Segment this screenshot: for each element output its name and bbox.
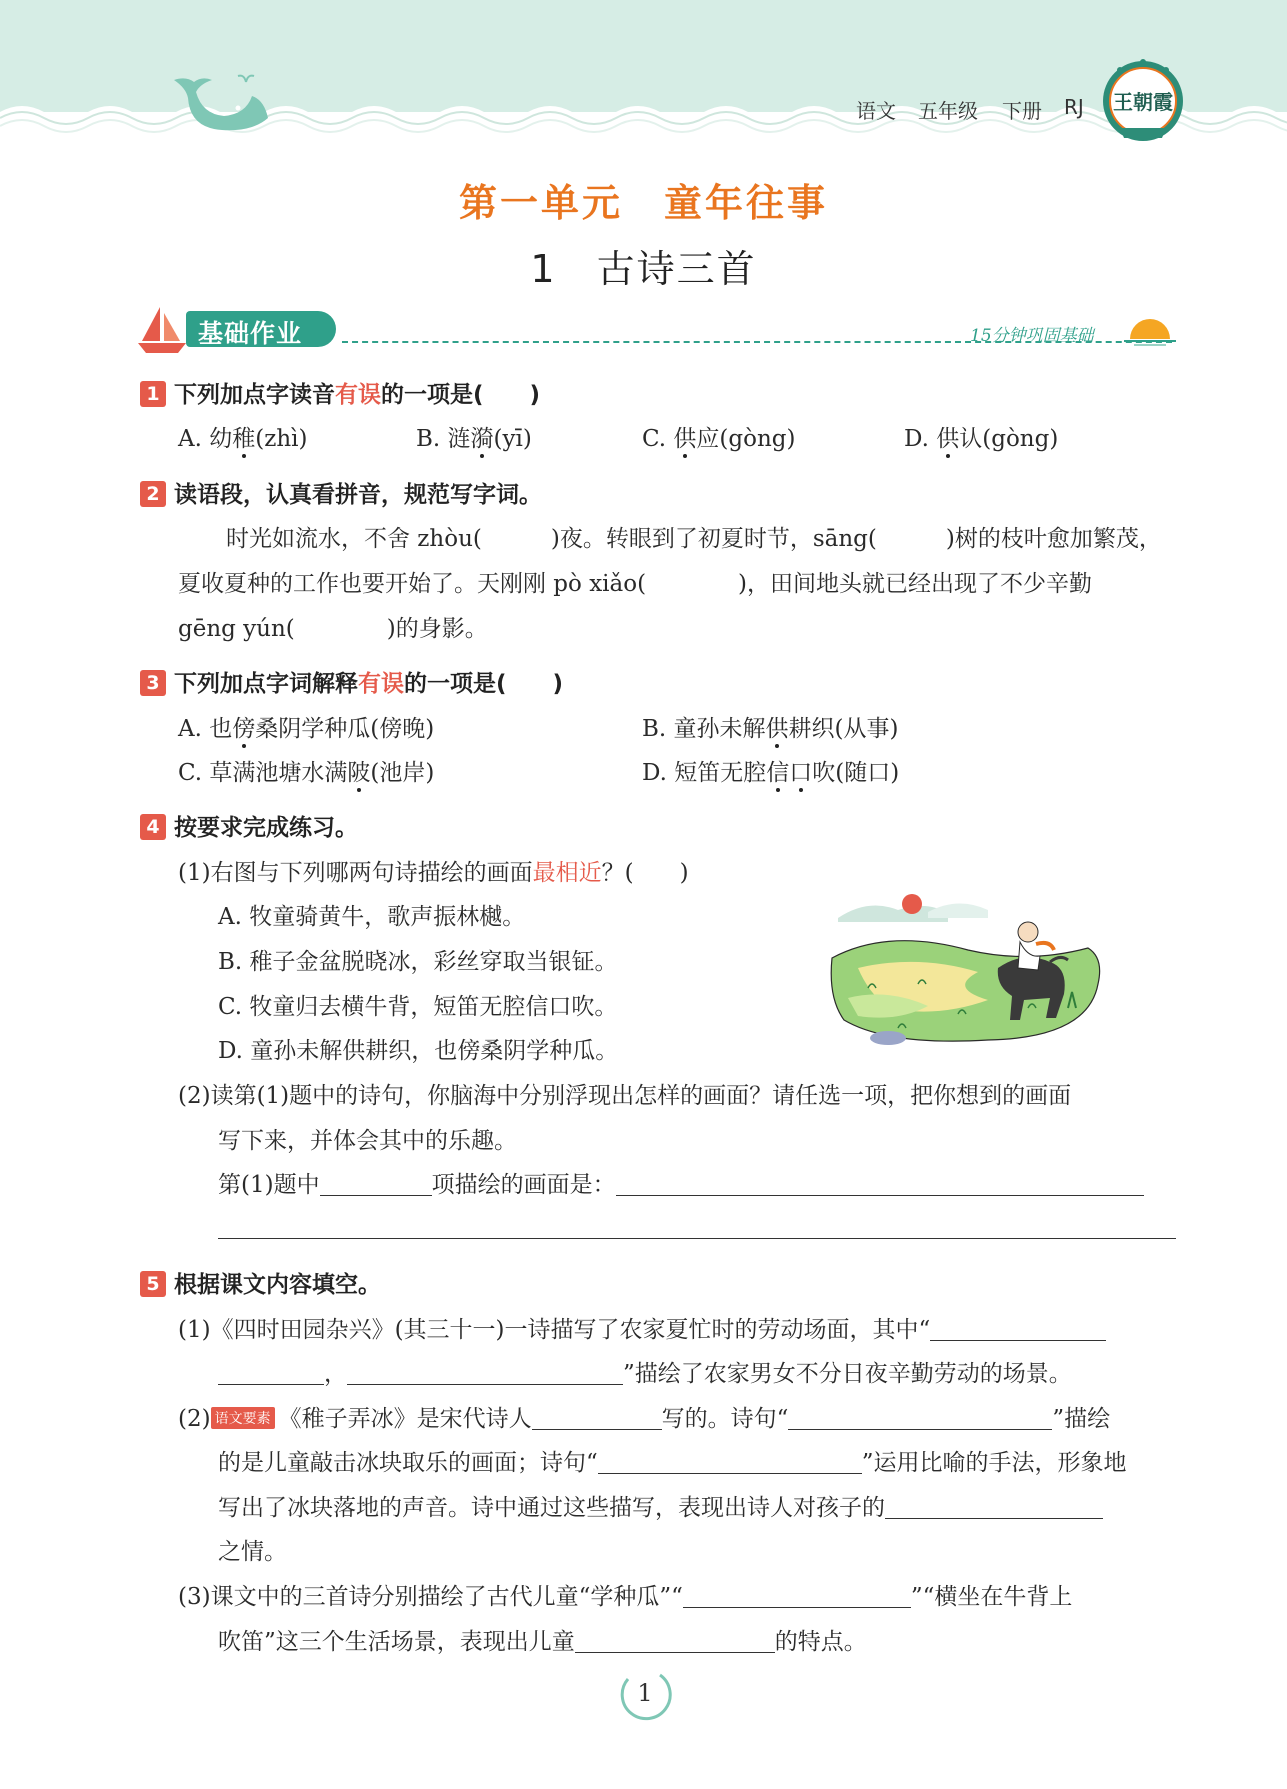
q3-option-b[interactable]: B. 童孙未解供耕织(从事) — [642, 716, 899, 742]
cowherd-illustration — [828, 888, 1108, 1058]
q1-title — [140, 376, 540, 409]
q1-text: 下列加点字读音 — [174, 382, 335, 408]
q4-option-blank[interactable] — [320, 1173, 432, 1196]
q5-text: 根据课文内容填空。 — [174, 1272, 381, 1298]
q4-fill-line: 第(1)题中 项描绘的画面是： — [218, 1166, 1144, 1199]
q2-title — [140, 476, 542, 509]
q5-sub2-line-4: 之情。 — [218, 1539, 287, 1565]
q2-text: 读语段，认真看拼音，规范写字词。 — [174, 482, 542, 508]
q3-option-a[interactable]: A. 也傍桑阴学种瓜(傍晚) — [178, 716, 435, 742]
q1-option-a[interactable]: A. 幼稚(zhì) — [178, 426, 308, 452]
q3-text: 下列加点字词解释 — [174, 671, 358, 697]
q1-text-end: 的一项是( ) — [381, 382, 541, 408]
q1-emphasis: 有误 — [335, 382, 381, 408]
sunrise-icon — [1124, 311, 1176, 347]
q2-number: 2 — [140, 481, 166, 507]
section-label: 基础作业 — [198, 319, 303, 348]
q3-title — [140, 665, 563, 698]
q4-title — [140, 809, 358, 842]
q1-option-c[interactable]: C. 供应(gòng) — [642, 426, 796, 452]
q4-option-c[interactable]: C. 牧童归去横牛背，短笛无腔信口吹。 — [218, 994, 618, 1020]
page-number: 1 — [637, 1679, 653, 1707]
q4-answer-blank-2[interactable] — [218, 1238, 1176, 1239]
q5-sub2-line-1: (2) 语文要素 《稚子弄冰》是宋代诗人 写的。诗句“ ”描绘 — [178, 1406, 1111, 1432]
lesson-title: 1 古诗三首 — [530, 247, 757, 291]
q5-sub1-line-1: (1)《四时田园杂兴》(其三十一)一诗描写了农家夏忙时的劳动场面，其中“ — [178, 1311, 1106, 1344]
q5-sub2-line-2: 的是儿童敲击冰块取乐的画面；诗句“ ”运用比喻的手法，形象地 — [218, 1450, 1127, 1476]
q4-option-d[interactable]: D. 童孙未解供耕织，也傍桑阴学种瓜。 — [218, 1038, 619, 1064]
q3-number: 3 — [140, 670, 166, 696]
q2-line-3[interactable]: gēng yún( )的身影。 — [178, 616, 488, 642]
q4-number: 4 — [140, 814, 166, 840]
whale-icon — [172, 74, 272, 132]
q5-blank-4[interactable] — [532, 1407, 662, 1430]
q1-option-b[interactable]: B. 涟漪(yī) — [416, 426, 532, 452]
q4-option-b[interactable]: B. 稚子金盆脱晓冰，彩丝穿取当银钲。 — [218, 949, 618, 975]
edition-label: RJ — [1064, 95, 1084, 119]
cowherd-on-ox-image — [828, 888, 1108, 1058]
brand-name: 王朝霞 — [1113, 90, 1173, 114]
q3-text-end: 的一项是( ) — [404, 671, 564, 697]
q2-line-2[interactable]: 夏收夏种的工作也要开始了。天刚刚 pò xiǎo( )，田间地头就已经出现了不少辛勤 — [178, 571, 1093, 597]
q5-sub3-line-1: (3)课文中的三首诗分别描绘了古代儿童“学种瓜”“ ”“横坐在牛背上 — [178, 1584, 1073, 1610]
q5-blank-2[interactable] — [218, 1362, 324, 1385]
grade-label: 五年级 — [918, 99, 978, 123]
header-band — [0, 0, 1287, 150]
q5-number: 5 — [140, 1271, 166, 1297]
section-note: 15分钟巩固基础 — [970, 326, 1094, 346]
brand-badge — [1100, 58, 1186, 144]
subject-label: 语文 — [856, 99, 896, 123]
sailboat-icon — [138, 305, 188, 355]
q4-option-a[interactable]: A. 牧童骑黄牛，歌声振林樾。 — [218, 904, 526, 930]
q4-sub2-line-1: (2)读第(1)题中的诗句，你脑海中分别浮现出怎样的画面？请任选一项，把你想到的画面 — [178, 1083, 1072, 1109]
q5-blank-1[interactable] — [930, 1318, 1106, 1341]
unit-title: 第一单元 童年往事 — [458, 181, 828, 225]
q1-number: 1 — [140, 381, 166, 407]
q5-title — [140, 1266, 381, 1299]
chinese-element-tag: 语文要素 — [211, 1407, 275, 1429]
page-number-badge — [612, 1665, 678, 1725]
q2-line-1[interactable]: 时光如流水，不舍 zhòu( )夜。转眼到了初夏时节，sāng( )树的枝叶愈加繁茂， — [226, 526, 1162, 552]
q3-option-d[interactable]: D. 短笛无腔信口吹(随口) — [642, 760, 900, 786]
q5-sub3-line-2: 吹笛”这三个生活场景，表现出儿童 的特点。 — [218, 1629, 867, 1655]
q4-text: 按要求完成练习。 — [174, 815, 358, 841]
q5-sub1-line-2: ， ”描绘了农家男女不分日夜辛勤劳动的场景。 — [218, 1355, 1072, 1388]
volume-label: 下册 — [1002, 99, 1042, 123]
q3-option-c[interactable]: C. 草满池塘水满陂(池岸) — [178, 760, 435, 786]
q4-answer-blank-1[interactable] — [616, 1173, 1144, 1196]
q5-blank-3[interactable] — [347, 1362, 623, 1385]
q1-option-d[interactable]: D. 供认(gòng) — [904, 426, 1059, 452]
q5-sub2-line-3: 写出了冰块落地的声音。诗中通过这些描写，表现出诗人对孩子的 — [218, 1489, 1103, 1522]
q4-sub1: (1)右图与下列哪两句诗描绘的画面最相近？( ) — [178, 860, 689, 886]
q3-emphasis: 有误 — [358, 671, 404, 697]
q5-blank-6[interactable] — [598, 1451, 862, 1474]
q5-blank-9[interactable] — [575, 1630, 775, 1653]
q4-sub2-line-2: 写下来，并体会其中的乐趣。 — [218, 1128, 517, 1154]
q5-blank-5[interactable] — [788, 1407, 1052, 1430]
q5-blank-7[interactable] — [885, 1496, 1103, 1519]
q5-blank-8[interactable] — [683, 1585, 911, 1608]
section-header — [138, 305, 1178, 355]
